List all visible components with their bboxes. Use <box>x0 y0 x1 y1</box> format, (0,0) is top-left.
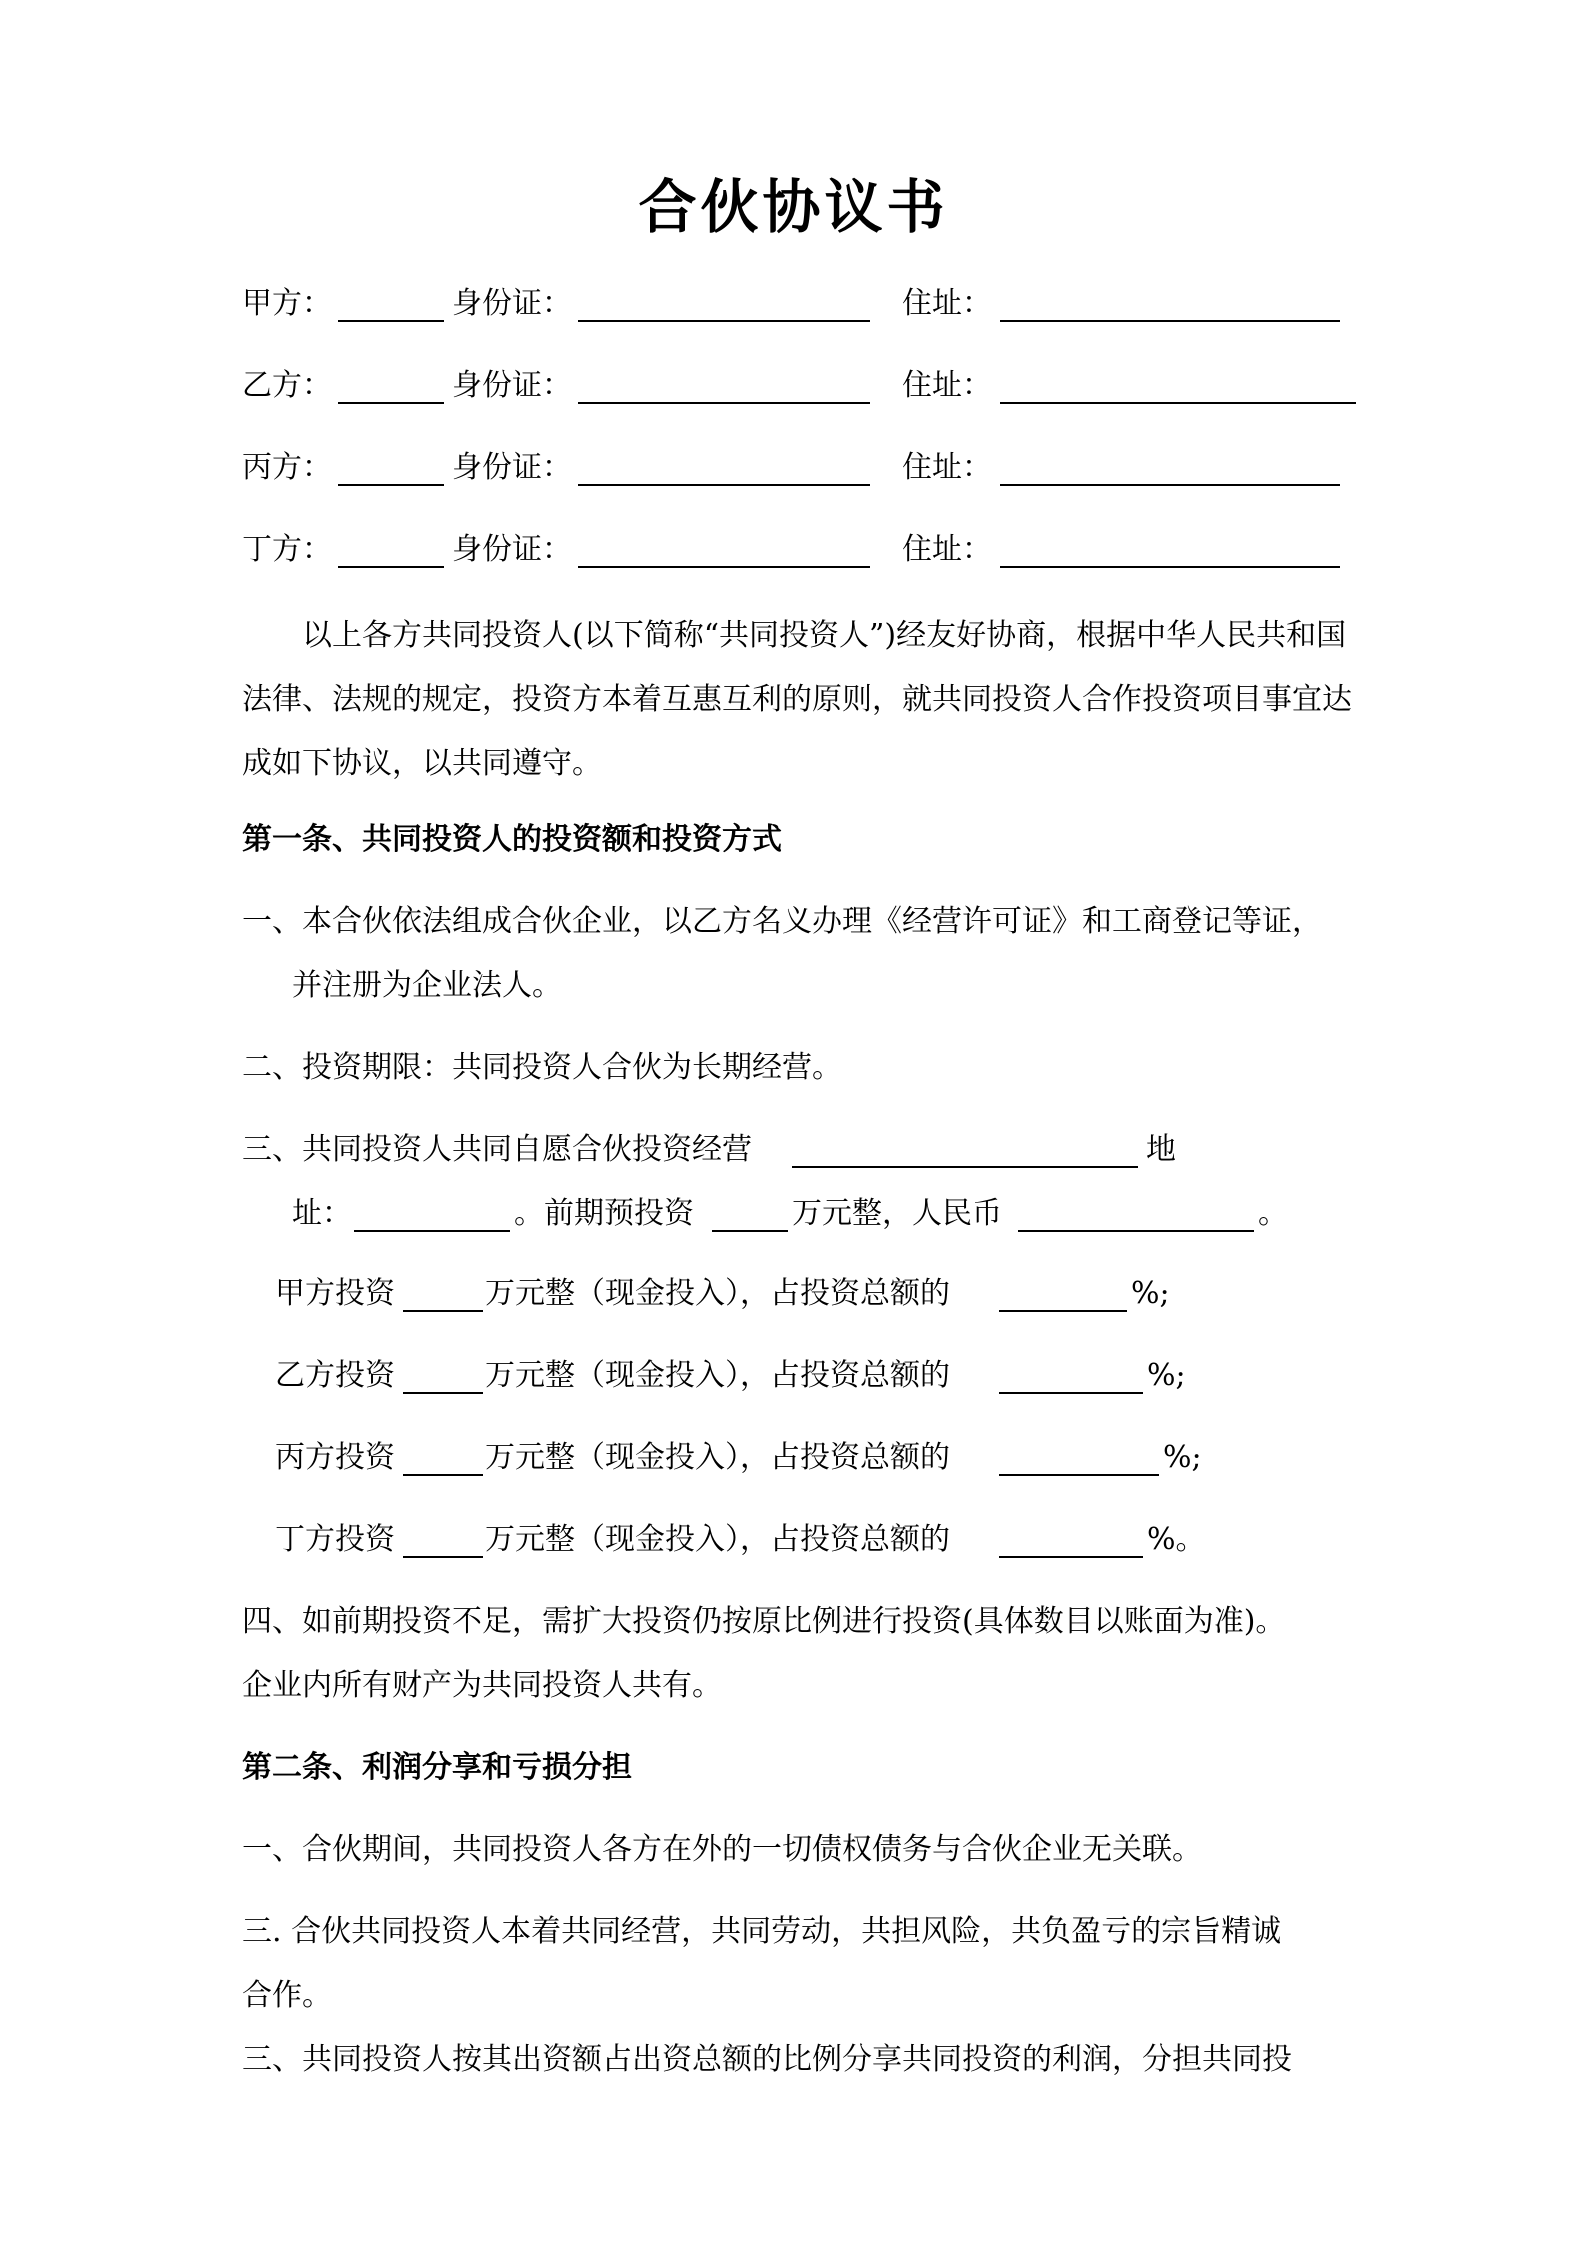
party-name-blank <box>338 448 444 486</box>
party-name-blank <box>338 284 444 322</box>
id-blank <box>578 448 870 486</box>
item3-text: 三、共同投资人共同自愿合伙投资经营 <box>242 1132 752 1167</box>
item3-text: 。前期预投资 <box>514 1196 694 1231</box>
document-title: 合伙协议书 <box>638 173 949 241</box>
address-blank <box>1000 530 1340 568</box>
amount-blank <box>403 1520 483 1558</box>
article1-item2: 二、投资期限：共同投资人合伙为长期经营。 <box>242 1050 842 1085</box>
item3-text: 地 <box>1146 1132 1176 1167</box>
party-label: 丁方： <box>242 532 332 567</box>
party-label: 丙方： <box>242 450 332 485</box>
party-name-blank <box>338 366 444 404</box>
investment-text: 万元整（现金投入），占投资总额的 <box>485 1276 950 1311</box>
item3-text: 址： <box>292 1196 352 1231</box>
address-blank <box>1000 366 1356 404</box>
article2-item2-line2: 合作。 <box>242 1978 332 2013</box>
investment-text: 万元整（现金投入），占投资总额的 <box>485 1440 950 1475</box>
investment-end: %。 <box>1147 1522 1206 1557</box>
party-label: 乙方： <box>242 368 332 403</box>
investment-end: %; <box>1147 1358 1186 1393</box>
amount-blank <box>403 1274 483 1312</box>
amount-blank <box>403 1438 483 1476</box>
percent-blank <box>999 1438 1159 1476</box>
investment-text: 万元整（现金投入），占投资总额的 <box>485 1522 950 1557</box>
article1-item1-line2: 并注册为企业法人。 <box>292 968 562 1003</box>
id-label: 身份证： <box>452 532 572 567</box>
percent-blank <box>999 1356 1143 1394</box>
investment-text: 万元整（现金投入），占投资总额的 <box>485 1358 950 1393</box>
article2-item2-line1: 三. 合伙共同投资人本着共同经营，共同劳动，共担风险，共负盈亏的宗旨精诚 <box>242 1914 1282 1949</box>
id-blank <box>578 366 870 404</box>
article1-heading: 第一条、共同投资人的投资额和投资方式 <box>242 822 782 857</box>
investment-label: 丙方投资 <box>275 1440 395 1475</box>
address-label: 住址： <box>902 450 992 485</box>
investment-label: 乙方投资 <box>275 1358 395 1393</box>
id-blank <box>578 530 870 568</box>
investment-end: %; <box>1163 1440 1202 1475</box>
article1-item4-line2: 企业内所有财产为共同投资人共有。 <box>242 1668 722 1703</box>
article1-item1-line1: 一、本合伙依法组成合伙企业，以乙方名义办理《经营许可证》和工商登记等证， <box>242 904 1322 939</box>
address-label: 住址： <box>902 532 992 567</box>
address-label: 住址： <box>902 368 992 403</box>
id-blank <box>578 284 870 322</box>
article2-heading: 第二条、利润分享和亏损分担 <box>242 1750 632 1785</box>
article2-item1: 一、合伙期间，共同投资人各方在外的一切债权债务与合伙企业无关联。 <box>242 1832 1202 1867</box>
id-label: 身份证： <box>452 450 572 485</box>
address-blank <box>1000 448 1340 486</box>
investment-label: 甲方投资 <box>275 1276 395 1311</box>
amount-blank <box>403 1356 483 1394</box>
amount-blank <box>712 1194 788 1232</box>
percent-blank <box>999 1520 1143 1558</box>
party-name-blank <box>338 530 444 568</box>
article1-item4-line1: 四、如前期投资不足，需扩大投资仍按原比例进行投资(具体数目以账面为准)。 <box>242 1604 1286 1639</box>
address-blank <box>354 1194 510 1232</box>
investment-end: %; <box>1131 1276 1170 1311</box>
id-label: 身份证： <box>452 368 572 403</box>
investment-label: 丁方投资 <box>275 1522 395 1557</box>
item3-text: 。 <box>1258 1196 1288 1231</box>
article2-item3-line1: 三、共同投资人按其出资额占出资总额的比例分享共同投资的利润，分担共同投 <box>242 2042 1292 2077</box>
address-label: 住址： <box>902 286 992 321</box>
address-blank <box>1000 284 1340 322</box>
percent-blank <box>999 1274 1127 1312</box>
id-label: 身份证： <box>452 286 572 321</box>
item3-text: 万元整，人民币 <box>792 1196 1002 1231</box>
business-blank <box>792 1130 1138 1168</box>
rmb-blank <box>1018 1194 1254 1232</box>
party-label: 甲方： <box>242 286 332 321</box>
intro-paragraph: 以上各方共同投资人(以下简称“共同投资人”)经友好协商，根据中华人民共和国法律、法规的规定，投资方本着互惠互利的原则，就共同投资人合作投资项目事宜达成如下协议，以共同遵守。 <box>242 618 1352 781</box>
